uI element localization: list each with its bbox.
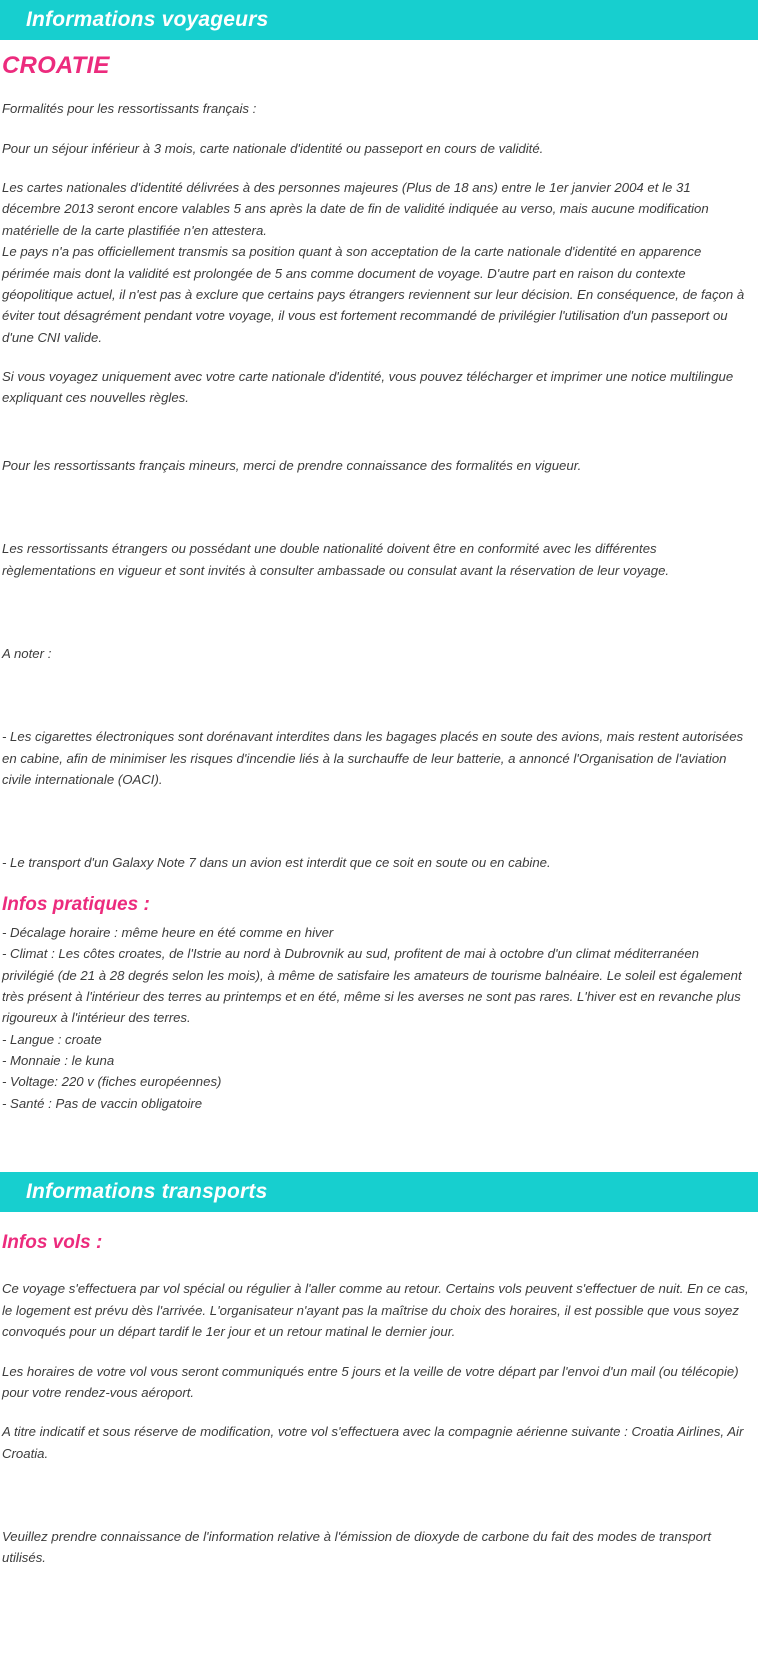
paragraph-galaxy-note: - Le transport d'un Galaxy Note 7 dans un avion est interdit que ce soit en soute ou en cabine. [2,855,551,871]
infos-pratiques-list [1,922,750,1114]
section-banner-transports: Informations transports [0,1172,758,1212]
paragraph-etrangers: Les ressortissants étrangers ou possédant une double nationalité doivent être en conformité avec les différentes règlementations en vigueur et sont invités à consulter ambassade ou consulat avant la réservation de leur voyage. [2,541,670,578]
paragraph-a-noter: A noter : [2,645,52,661]
info-decalage-horaire: - Décalage horaire : même heure en été comme en hiver [2,924,334,940]
info-langue: - Langue : croate [2,1031,102,1047]
info-sante: - Santé : Pas de vaccin obligatoire [2,1095,203,1111]
paragraph-notice-multilingue: Si vous voyagez uniquement avec votre carte nationale d'identité, vous pouvez télécharger et imprimer une notice multilingue expliquant ces nouvelles règles. [2,369,734,406]
paragraph-dioxyde-carbone: Veuillez prendre connaissance de l'information relative à l'émission de dioxyde de carbone du fait des modes de transport utilisés. [2,1529,712,1566]
section-banner-travelers: Informations voyageurs [0,0,758,40]
paragraph-formalites: Formalités pour les ressortissants français : [2,101,257,117]
infos-pratiques-title: Infos pratiques : [2,893,150,915]
paragraph-position-pays: Le pays n'a pas officiellement transmis sa position quant à son acceptation de la carte nationale d'identité en apparence périmée mais dont la validité est prolongée de 5 ans comme document de voyage. D'autre part en raison du contexte géopolitique actuel, il n'est pas à exclure que certains pays étrangers reviennent sur leur décision. En conséquence, de façon à éviter tout désagrément pendant votre voyage, il vous est fortement recommandé de privilégier l'utilisation d'un passeport ou d'une CNI valide. [2,244,745,345]
paragraph-horaires-vol: Les horaires de votre vol vous seront communiqués entre 5 jours et la veille de votre départ par l'envoi d'un mail (ou télécopie) pour votre rendez-vous aéroport. [2,1363,739,1400]
country-title: CROATIE [2,52,110,80]
paragraph-cni-validite: Les cartes nationales d'identité délivrées à des personnes majeures (Plus de 18 ans) entre le 1er janvier 2004 et le 31 décembre 2013 seront encore valables 5 ans après la date de fin de validité indiquée au verso, mais aucune modification matérielle de la carte plastifiée n'en attestera. [2,180,709,238]
infos-vols-title: Infos vols : [2,1232,103,1254]
info-monnaie: - Monnaie : le kuna [2,1053,115,1068]
paragraph-mineurs: Pour les ressortissants français mineurs, merci de prendre connaissance des formalités en vigueur. [2,457,582,473]
paragraph-cigarettes-electroniques: - Les cigarettes électroniques sont dorénavant interdites dans les bagages placés en soute des avions, mais restent autorisées en cabine, afin de minimiser les risques d'incendie liés à la surchauffe de leur batterie, a annoncé l'Organisation de l'aviation civile internationale (OACI). [2,729,744,787]
paragraph-sejour: Pour un séjour inférieur à 3 mois, carte nationale d'identité ou passeport en cours de validité. [2,140,544,156]
info-climat: - Climat : Les côtes croates, de l'Istrie au nord à Dubrovnik au sud, profitent de mai à octobre d'un climat méditerranéen privilégié (de 21 à 28 degrés selon les mois), à même de satisfaire les amateurs de tourisme balnéaire. Le soleil est également très présent à l'intérieur des terres au printemps et en été, même si les averses ne sont pas rares. L'hiver est en revanche plus rigoureux à l'intérieur des terres. [2,946,742,1026]
paragraph-vol-special: Ce voyage s'effectuera par vol spécial ou régulier à l'aller comme au retour. Certains vols peuvent s'effectuer de nuit. En ce cas, le logement est prévu dès l'arrivée. L'organisateur n'ayant pas la maîtrise du choix des horaires, il est possible que vous soyez convoqués pour un départ tardif le 1er jour et un retour matinal le dernier jour. [2,1281,749,1340]
travelers-section-content [0,52,758,1114]
transports-section-content [0,1232,758,1568]
paragraph-compagnie-aerienne: A titre indicatif et sous réserve de modification, votre vol s'effectuera avec la compagnie aérienne suivante : Croatia Airlines, Air Croatia. [2,1424,744,1461]
info-voltage: - Voltage: 220 v (fiches européennes) [2,1074,222,1090]
